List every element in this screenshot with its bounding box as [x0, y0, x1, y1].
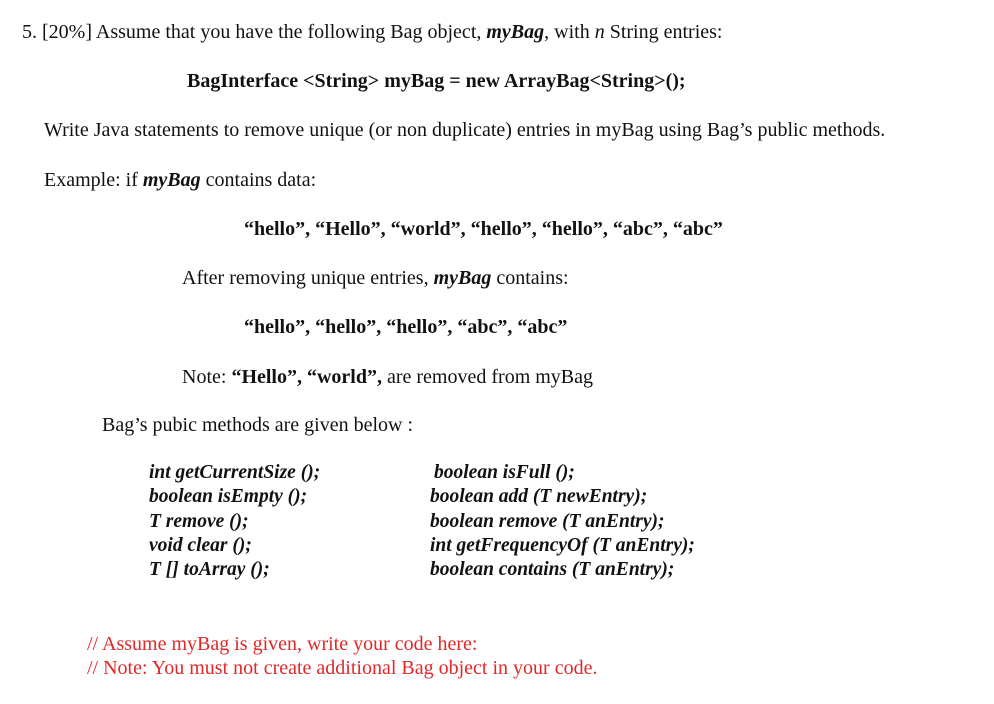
bag-name: myBag [486, 21, 545, 43]
example-prefix: Example: if [44, 169, 143, 191]
question-statement [22, 20, 722, 44]
method-is-empty: boolean isEmpty (); [149, 486, 308, 507]
method-to-array: T [] toArray (); [149, 559, 270, 580]
example-suffix: contains data: [200, 169, 317, 191]
after-suffix: contains: [491, 267, 569, 289]
comment-line-2: // Note: You must not create additional Bag object in your code. [87, 657, 598, 679]
method-is-full: boolean isFull (); [434, 462, 575, 483]
example-data: “hello”, “Hello”, “world”, “hello”, “hello”, “abc”, “abc” [244, 218, 723, 240]
after-removal-label [182, 266, 569, 290]
after-bag-name: myBag [433, 267, 492, 289]
methods-heading: Bag’s pubic methods are given below : [102, 414, 414, 436]
question-number: 5. [20%] [22, 21, 96, 43]
intro-tail-1: , with [544, 21, 595, 43]
note-line [182, 365, 593, 389]
example-label [44, 168, 316, 192]
method-get-current-size: int getCurrentSize (); [149, 462, 321, 483]
note-prefix: Note: [182, 366, 232, 388]
question-intro: Assume that you have the following Bag object, [95, 21, 487, 43]
method-clear: void clear (); [149, 535, 252, 556]
example-bag-name: myBag [142, 169, 201, 191]
note-removed-items: “Hello”, “world”, [231, 366, 382, 388]
method-remove-entry: boolean remove (T anEntry); [430, 511, 665, 532]
method-contains: boolean contains (T anEntry); [430, 559, 675, 580]
instruction-text: Write Java statements to remove unique (or non duplicate) entries in myBag using Bag’s public methods. [44, 119, 886, 141]
result-data: “hello”, “hello”, “hello”, “abc”, “abc” [244, 316, 568, 338]
comment-line-1: // Assume myBag is given, write your code here: [87, 633, 478, 655]
method-remove: T remove (); [149, 511, 249, 532]
method-add: boolean add (T newEntry); [430, 486, 648, 507]
after-prefix: After removing unique entries, [182, 267, 434, 289]
bag-declaration: BagInterface <String> myBag = new ArrayBag<String>(); [187, 70, 686, 92]
n-variable: n [594, 21, 605, 43]
method-get-frequency-of: int getFrequencyOf (T anEntry); [430, 535, 695, 556]
note-suffix: are removed from myBag [381, 366, 594, 388]
intro-tail-2: String entries: [604, 21, 723, 43]
